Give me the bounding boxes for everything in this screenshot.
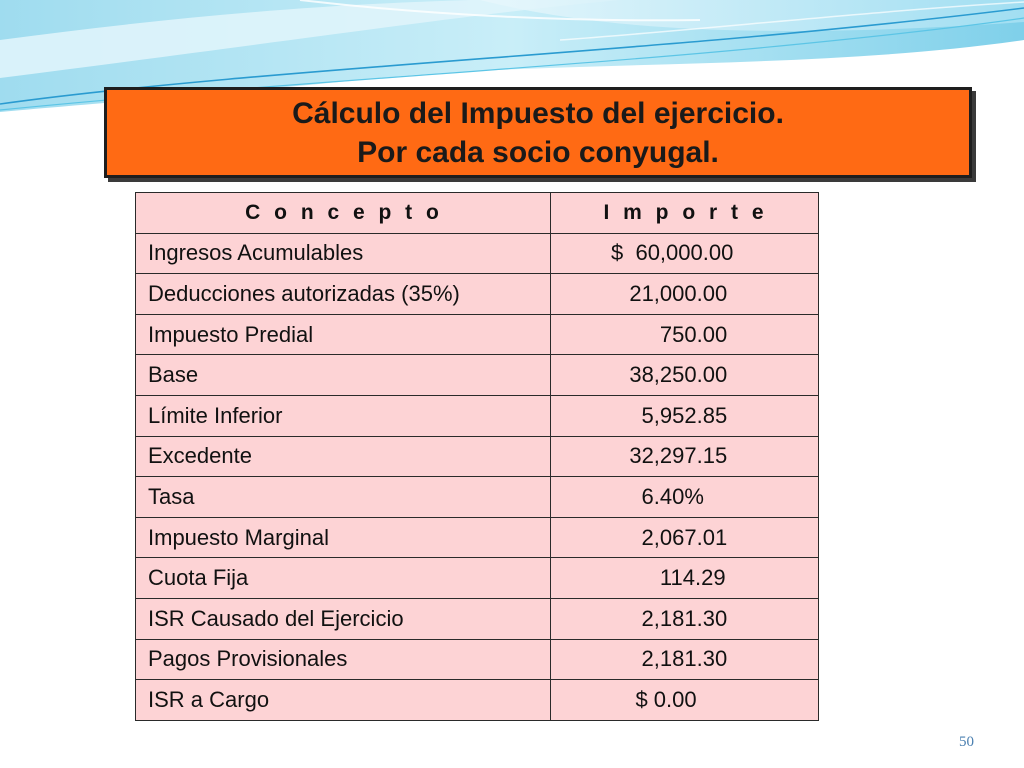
row-amount-value: 2,067.01 (611, 524, 728, 550)
row-concept: Base (136, 355, 551, 396)
row-concept: Tasa (136, 477, 551, 518)
table-row (136, 355, 819, 396)
row-amount (551, 680, 819, 721)
header-amount: I m p o r t e (551, 193, 819, 234)
row-amount-value: 32,297.15 (611, 443, 728, 469)
row-concept: ISR Causado del Ejercicio (136, 598, 551, 639)
row-concept: Impuesto Marginal (136, 517, 551, 558)
row-amount-value: 38,250.00 (611, 362, 728, 388)
row-amount-value: 114.29 (611, 565, 726, 591)
page-number: 50 (959, 734, 974, 750)
row-amount (551, 598, 819, 639)
table-header-row (136, 193, 819, 234)
row-amount-value: $ 60,000.00 (611, 240, 734, 266)
row-amount-value: 6.40% (611, 483, 704, 509)
row-amount (551, 314, 819, 355)
tax-calculation-table (135, 192, 819, 721)
row-amount-value: 2,181.30 (611, 605, 728, 631)
title-line-1: Cálculo del Impuesto del ejercicio. (292, 96, 784, 130)
title-box (104, 87, 972, 178)
row-amount (551, 355, 819, 396)
table-row (136, 436, 819, 477)
row-amount (551, 558, 819, 599)
table-row (136, 517, 819, 558)
table-row (136, 598, 819, 639)
row-concept: Impuesto Predial (136, 314, 551, 355)
table-row (136, 233, 819, 274)
row-amount (551, 395, 819, 436)
row-amount (551, 477, 819, 518)
title-line-2: Por cada socio conyugal. (357, 135, 719, 169)
row-amount-value: 5,952.85 (611, 402, 728, 428)
row-concept: Pagos Provisionales (136, 639, 551, 680)
table-row (136, 639, 819, 680)
row-concept: Cuota Fija (136, 558, 551, 599)
row-amount (551, 517, 819, 558)
table-row (136, 558, 819, 599)
row-amount-value: 21,000.00 (611, 280, 728, 306)
row-concept: Excedente (136, 436, 551, 477)
row-amount (551, 436, 819, 477)
table-row (136, 274, 819, 315)
row-concept: ISR a Cargo (136, 680, 551, 721)
table-row (136, 680, 819, 721)
row-concept: Límite Inferior (136, 395, 551, 436)
row-amount (551, 274, 819, 315)
header-concept: C o n c e p t o (136, 193, 551, 234)
row-concept: Ingresos Acumulables (136, 233, 551, 274)
table-row (136, 395, 819, 436)
table-row (136, 477, 819, 518)
table-row (136, 314, 819, 355)
row-amount (551, 639, 819, 680)
row-concept: Deducciones autorizadas (35%) (136, 274, 551, 315)
row-amount-value: 750.00 (611, 321, 728, 347)
row-amount-value: $ 0.00 (611, 686, 697, 712)
row-amount (551, 233, 819, 274)
row-amount-value: 2,181.30 (611, 646, 728, 672)
